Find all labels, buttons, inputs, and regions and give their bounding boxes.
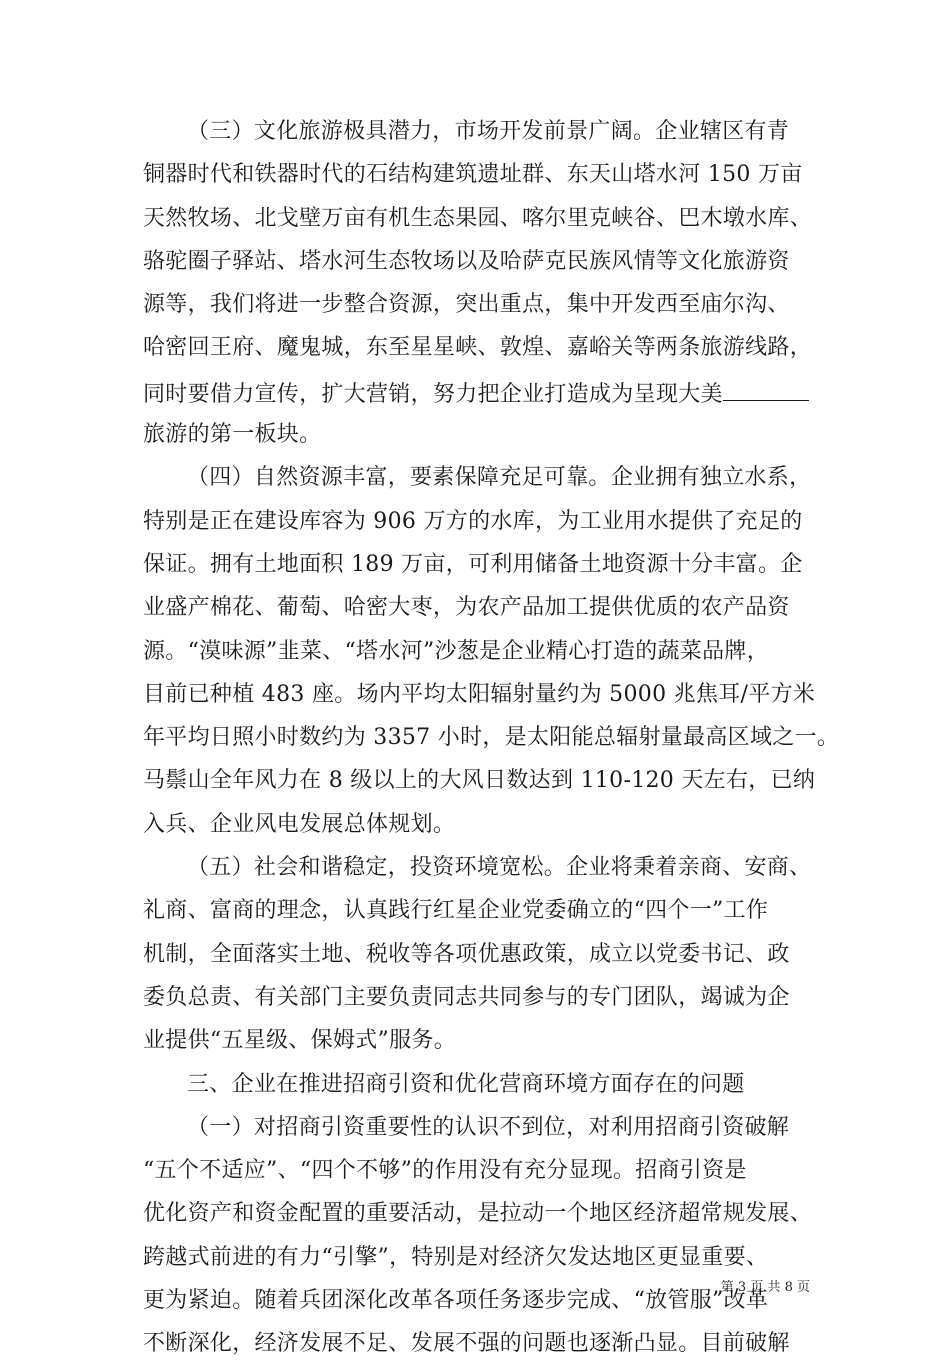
text-line: 业提供“五星级、保姆式”服务。 xyxy=(143,1028,456,1054)
text-line: 保证。拥有土地面积 189 万亩，可利用储备土地资源十分丰富。企 xyxy=(143,551,803,577)
text-line: 旅游的第一板块。 xyxy=(143,422,322,448)
text-line: 年平均日照小时数约为 3357 小时，是太阳能总辐射量最高区域之一。 xyxy=(143,725,840,751)
text-line: （一）对招商引资重要性的认识不到位，对利用招商引资破解 xyxy=(187,1114,790,1140)
text-line: 源等，我们将进一步整合资源，突出重点，集中开发西至庙尔沟、 xyxy=(143,292,790,318)
section-heading: 三、企业在推进招商引资和优化营商环境方面存在的问题 xyxy=(187,1071,745,1097)
text-line: （五）社会和谐稳定，投资环境宽松。企业将秉着亲商、安商、 xyxy=(187,855,812,881)
text-line: 业盛产棉花、葡萄、哈密大枣，为农产品加工提供优质的农产品资 xyxy=(143,595,790,621)
text-line: 天然牧场、北戈壁万亩有机生态果园、喀尔里克峡谷、巴木墩水库、 xyxy=(143,205,813,231)
text-line: 特别是正在建设库容为 906 万方的水库，为工业用水提供了充足的 xyxy=(143,508,803,534)
text-line: 马鬃山全年风力在 8 级以上的大风日数达到 110-120 天左右，已纳 xyxy=(143,768,816,794)
text-line: 更为紧迫。随着兵团深化改革各项任务逐步完成、“放管服”改革 xyxy=(143,1288,769,1314)
text-line: 入兵、企业风电发展总体规划。 xyxy=(143,811,456,837)
text-line: （三）文化旅游极具潜力，市场开发前景广阔。企业辖区有青 xyxy=(187,119,790,144)
text-line: 优化资产和资金配置的重要活动，是拉动一个地区经济超常规发展、 xyxy=(143,1201,813,1227)
body-text xyxy=(143,110,840,1366)
text-line: 跨越式前进的有力“引擎”，特别是对经济欠发达地区更显重要、 xyxy=(143,1244,769,1270)
page-number: 第 3 页 共 8 页 xyxy=(720,1280,810,1295)
text-line: 委负总责、有关部门主要负责同志共同参与的专门团队，竭诚为企 xyxy=(143,984,790,1010)
fill-in-blank xyxy=(723,370,809,401)
text-line: 机制，全面落实土地、税收等各项优惠政策，成立以党委书记、政 xyxy=(143,941,790,967)
text-line: 礼商、富商的理念，认真践行红星企业党委确立的“四个一”工作 xyxy=(143,898,769,924)
text-line: 不断深化，经济发展不足、发展不强的问题也逐渐凸显。目前破解 xyxy=(143,1331,790,1357)
text-line: “五个不适应”、“四个不够”的作用没有充分显现。招商引资是 xyxy=(143,1158,747,1184)
text-line: 骆驼圈子驿站、塔水河生态牧场以及哈萨克民族风情等文化旅游资 xyxy=(143,248,790,274)
text-line: 目前已种植 483 座。场内平均太阳辐射量约为 5000 兆焦耳/平方米 xyxy=(143,681,816,707)
text-segment: 同时要借力宣传，扩大营销，努力把企业打造成为呈现大美 xyxy=(143,381,723,407)
text-line: 哈密回王府、魔鬼城，东至星星峡、敦煌、嘉峪关等两条旅游线路， xyxy=(143,335,813,361)
text-line: 源。“漠味源”韭菜、“塔水河”沙葱是企业精心打造的蔬菜品牌， xyxy=(143,638,769,664)
text-line-with-blank xyxy=(143,370,833,413)
text-line: 铜器时代和铁器时代的石结构建筑遗址群、东天山塔水河 150 万亩 xyxy=(143,162,803,188)
text-line: （四）自然资源丰富，要素保障充足可靠。企业拥有独立水系， xyxy=(187,465,812,491)
